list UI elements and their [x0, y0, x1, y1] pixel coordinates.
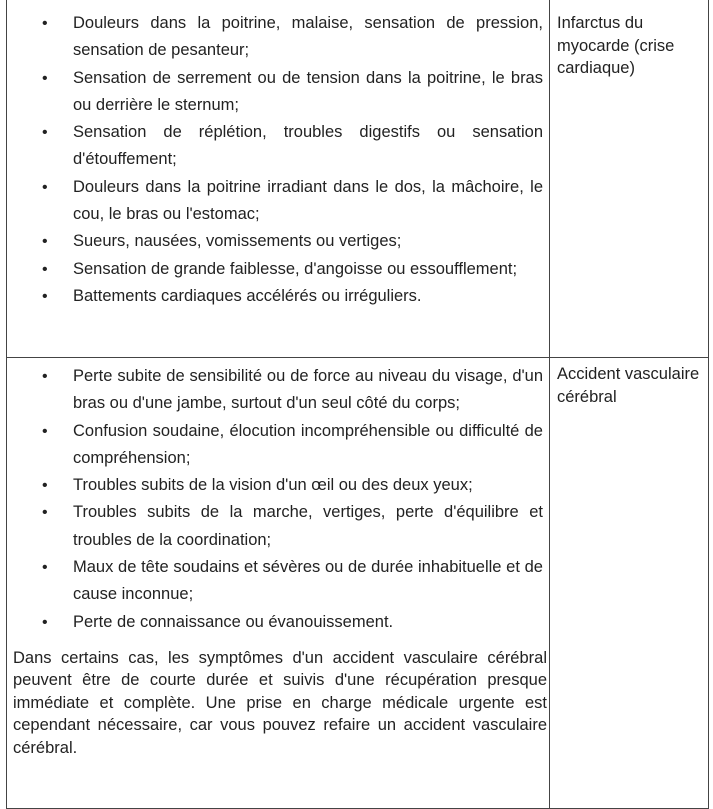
symptom-text: Battements cardiaques accélérés ou irréguliers.: [73, 286, 422, 305]
bullet-icon: •: [42, 124, 48, 142]
list-item: [7, 472, 549, 499]
bullet-icon: •: [42, 559, 48, 577]
symptom-text: Sensation de serrement ou de tension dans la poitrine, le bras ou derrière le sternum;: [73, 68, 543, 114]
list-item: [7, 418, 549, 473]
list-item: [7, 228, 549, 255]
symptom-text: Troubles subits de la marche, vertiges, perte d'équilibre et troubles de la coordination;: [73, 503, 543, 549]
list-item: [7, 554, 549, 609]
symptom-text: Douleurs dans la poitrine irradiant dans le dos, la mâchoire, le cou, le bras ou l'estomac;: [73, 177, 543, 224]
symptom-text: Sueurs, nausées, vomissements ou vertiges;: [73, 232, 402, 251]
symptom-text: Perte subite de sensibilité ou de force au niveau du visage, d'un bras ou d'une jambe, surtout d'un seul côté du corps;: [73, 367, 543, 413]
bullet-icon: •: [42, 69, 48, 87]
list-item: [7, 499, 549, 554]
bullet-icon: •: [42, 422, 48, 440]
list-item: [7, 65, 549, 120]
list-item: [7, 174, 549, 229]
symptom-text: Troubles subits de la vision d'un œil ou des deux yeux;: [73, 476, 473, 495]
table-row-heart-attack: [7, 0, 709, 358]
bullet-icon: •: [42, 178, 48, 196]
condition-cell: [550, 0, 709, 358]
bullet-icon: •: [42, 233, 48, 251]
list-item: [7, 609, 549, 636]
bullet-icon: •: [42, 613, 48, 631]
symptom-text: Maux de tête soudains et sévères ou de durée inhabituelle et de cause inconnue;: [73, 558, 543, 604]
symptom-text: Sensation de réplétion, troubles digestifs ou sensation d'étouffement;: [73, 123, 543, 169]
symptom-text: Douleurs dans la poitrine, malaise, sensation de pression, sensation de pesanteur;: [73, 14, 543, 60]
symptom-text: Perte de connaissance ou évanouissement.: [73, 612, 394, 631]
symptoms-cell: [7, 0, 550, 358]
list-item: [7, 256, 549, 283]
list-item: [7, 363, 549, 418]
bullet-icon: •: [42, 504, 48, 522]
condition-label: Infarctus du myocarde (crise cardiaque): [557, 14, 675, 77]
bullet-icon: •: [42, 287, 48, 305]
list-item: [7, 10, 549, 65]
table-row-stroke: [7, 358, 709, 809]
symptom-text: Confusion soudaine, élocution incompréhensible ou difficulté de compréhension;: [73, 421, 543, 467]
bullet-icon: •: [42, 368, 48, 385]
list-item: [7, 283, 549, 310]
stroke-note: Dans certains cas, les symptômes d'un accident vasculaire cérébral peuvent être de courte durée et suivis d'une récupération presque immédiate et complète. Une prise en charge médicale urgente est cependant nécessaire, car vous pouvez refaire un accident vasculaire cérébral.: [13, 648, 547, 757]
symptoms-table: [6, 0, 709, 809]
bullet-icon: •: [42, 15, 48, 32]
symptoms-cell: [7, 358, 550, 809]
list-item: [7, 119, 549, 174]
bullet-icon: •: [42, 260, 48, 278]
bullet-icon: •: [42, 477, 48, 495]
condition-cell: [550, 358, 709, 809]
symptom-text: Sensation de grande faiblesse, d'angoisse ou essoufflement;: [73, 259, 518, 278]
symptom-list: [7, 0, 549, 310]
symptom-list: [7, 358, 549, 636]
condition-label: Accident vasculaire cérébral: [557, 365, 700, 406]
